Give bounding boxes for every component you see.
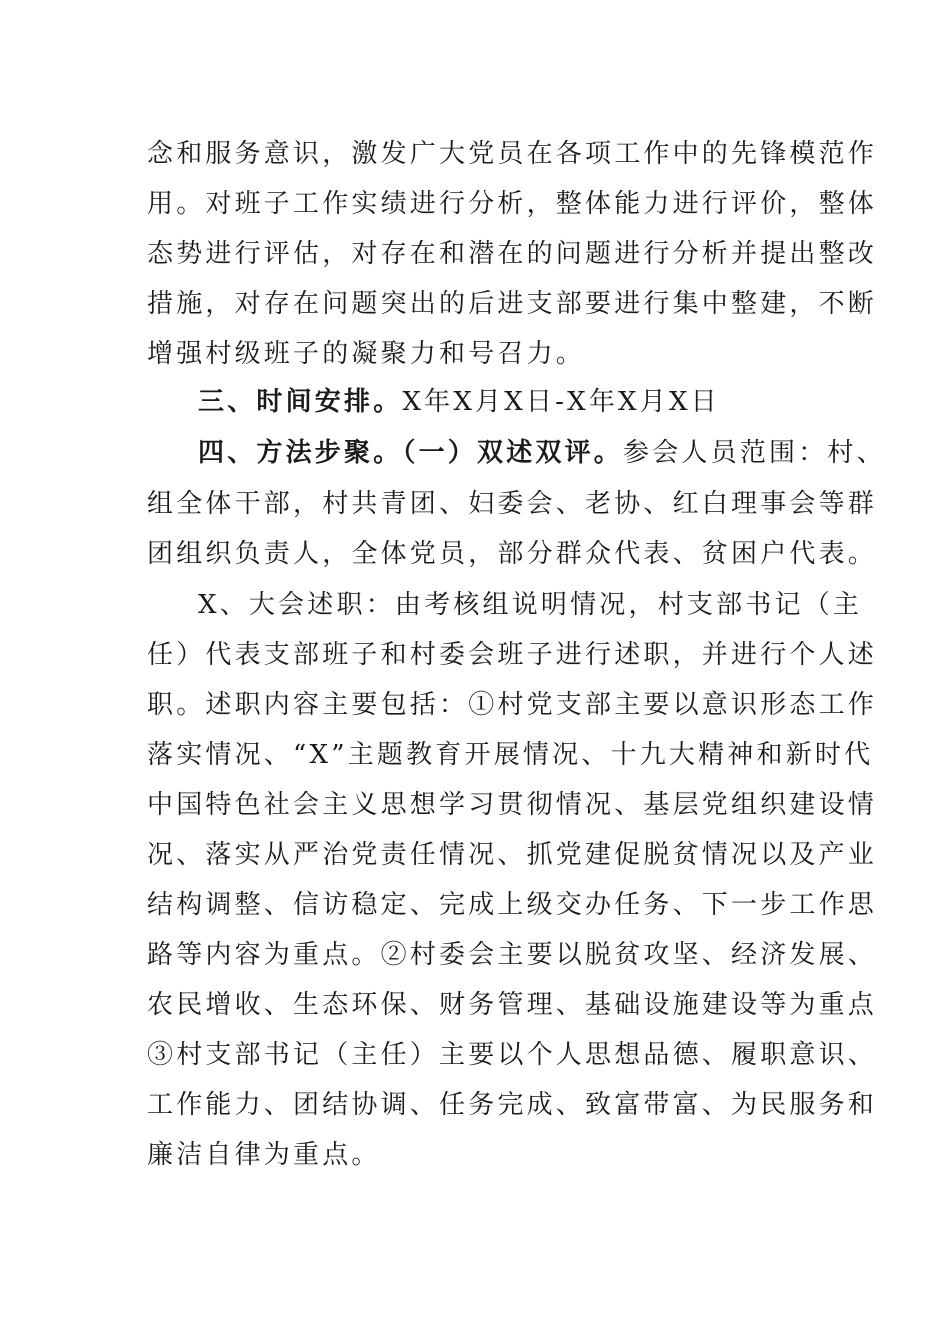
section-4-line-1-text: 参会人员范围：村、 (623, 438, 886, 468)
paragraph-x-line-10: ③村支部书记（主任）主要以个人思想品德、履职意识、 (147, 1040, 878, 1070)
paragraph-x-line-5: 中国特色社会主义思想学习贯彻情况、基层党组织建设情 (147, 790, 878, 820)
section-4-line-3: 团组织负责人，全体党员，部分群众代表、贫困户代表。 (147, 539, 878, 569)
section-4-sub-heading: （一）双述双评。 (402, 438, 624, 468)
paragraph-1-line-4: 措施，对存在问题突出的后进支部要进行集中整建，不断 (147, 289, 878, 319)
paragraph-x-line-9: 农民增收、生态环保、财务管理、基础设施建设等为重点 (147, 990, 878, 1020)
paragraph-x-line-8: 路等内容为重点。②村委会主要以脱贫攻坚、经济发展、 (147, 940, 878, 970)
section-3-line (198, 377, 818, 427)
paragraph-x-line-12: 廉洁自律为重点。 (147, 1140, 381, 1170)
section-4-line-2: 组全体干部，村共青团、妇委会、老协、红白理事会等群 (147, 489, 878, 519)
paragraph-1-line-2: 用。对班子工作实绩进行分析，整体能力进行评价，整体 (147, 189, 878, 219)
paragraph-1-line-3: 态势进行评估，对存在和潜在的问题进行分析并提出整改 (147, 239, 878, 269)
paragraph-x-line-7: 结构调整、信访稳定、完成上级交办任务、下一步工作思 (147, 890, 878, 920)
paragraph-x-line-3: 职。述职内容主要包括：①村党支部主要以意识形态工作 (147, 690, 878, 720)
paragraph-x-line-6: 况、落实从严治党责任情况、抓党建促脱贫情况以及产业 (147, 840, 878, 870)
paragraph-1-line-1: 念和服务意识，激发广大党员在各项工作中的先锋模范作 (147, 139, 878, 169)
section-3-heading: 三、时间安排。 (198, 387, 403, 417)
section-4-heading: 四、方法步聚。 (198, 438, 403, 468)
section-4-line-1 (198, 428, 886, 478)
paragraph-x-line-11: 工作能力、团结协调、任务完成、致富带富、为民服务和 (147, 1090, 878, 1120)
paragraph-x-line-1: X、大会述职：由考核组说明情况，村支部书记（主 (198, 590, 863, 620)
section-3-text: X年X月X日-X年X月X日 (402, 387, 720, 417)
paragraph-x-line-4: 落实情况、“X”主题教育开展情况、十九大精神和新时代 (147, 740, 874, 770)
paragraph-x-line-2: 任）代表支部班子和村委会班子进行述职，并进行个人述 (147, 640, 878, 670)
paragraph-1-line-5: 增强村级班子的凝聚力和号召力。 (147, 339, 586, 369)
